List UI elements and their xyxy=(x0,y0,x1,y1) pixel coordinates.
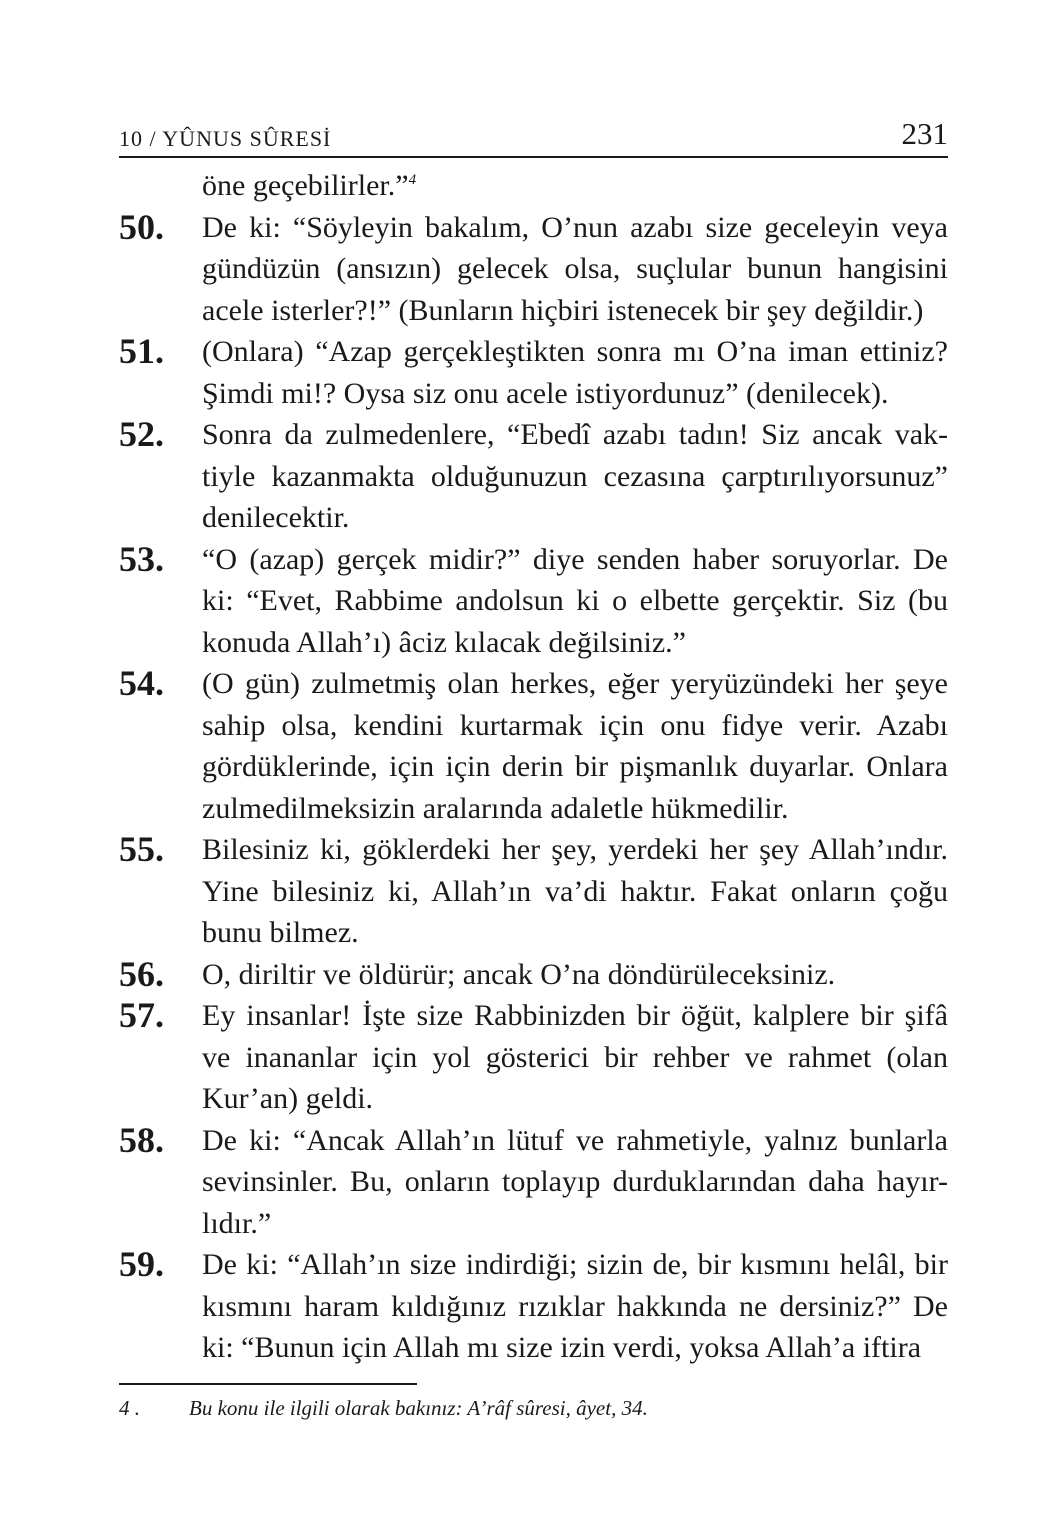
verse-number: 55. xyxy=(119,829,164,869)
verse-58 xyxy=(119,1120,948,1245)
verse-51 xyxy=(119,331,948,414)
verse-number: 51. xyxy=(119,331,164,371)
verse-53 xyxy=(119,539,948,664)
verse-52 xyxy=(119,414,948,539)
verse-50 xyxy=(119,207,948,332)
verse-text: De ki: “Allah’ın size indirdiği; sizin de, bir kısmını helâl, bir kısmını haram kıldığınız rızıklar hakkında ne dersiniz?” De ki: “Bunun için Allah mı size izin verdi, yoksa Allah’a iftira xyxy=(202,1248,948,1364)
verse-number: 52. xyxy=(119,414,164,454)
running-title: 10 / YÛNUS SÛRESİ xyxy=(119,126,332,151)
verse-55 xyxy=(119,829,948,954)
footnote-number: 4 . xyxy=(119,1396,140,1420)
verse-number: 50. xyxy=(119,206,164,247)
verse-number: 58. xyxy=(119,1119,164,1160)
page-number: 231 xyxy=(901,116,948,151)
verse-number: 54. xyxy=(119,663,164,703)
verse-text: (Onlara) “Azap gerçekleştikten sonra mı O’na iman ettiniz? Şimdi mi!? Oysa siz onu acele istiyordunuz” (denilecek). xyxy=(202,335,948,410)
verse-text: Sonra da zulmedenlere, “Ebedî azabı tadın! Siz ancak vak-tiyle kazanmakta olduğunuzun cezasına çarptırılıyorsunuz” denilecektir. xyxy=(202,418,948,534)
verse-text: (O gün) zulmetmiş olan herkes, eğer yeryüzündeki her şeye sahip olsa, kendini kurtarmak için onu fidye verir. Azabı gördüklerinde, için için derin bir pişmanlık duyarlar. Onlara zulmedilmeksizin aralarında adaletle hükmedilir. xyxy=(202,667,948,825)
footnote-divider xyxy=(119,1383,417,1385)
verse-text: “O (azap) gerçek midir?” diye senden haber soruyorlar. De ki: “Evet, Rabbime andolsun ki o elbette gerçektir. Siz (bu konuda Allah’ı) âciz kılacak değilsiniz.” xyxy=(202,542,948,659)
verse-number: 53. xyxy=(119,538,164,579)
verse-number: 56. xyxy=(119,953,164,994)
footnote-text: Bu konu ile ilgili olarak bakınız: A’râf sûresi, âyet, 34. xyxy=(189,1396,648,1420)
verse-text: De ki: “Söyleyin bakalım, O’nun azabı size geceleyin veya gündüzün (ansızın) gelecek olsa, suçlular bunun hangisini acele isterler?!” (Bunların hiçbiri istenecek bir şey değildir.) xyxy=(202,210,948,327)
verse-59 xyxy=(119,1244,948,1369)
verse-number: 59. xyxy=(119,1244,164,1284)
verse-57 xyxy=(119,995,948,1120)
verse-text: Bilesiniz ki, göklerdeki her şey, yerdeki her şey Allah’ındır. Yine bilesiniz ki, Allah’ın va’di haktır. Fakat onların çoğu bunu bilmez. xyxy=(202,833,948,949)
verse-text: O, diriltir ve öldürür; ancak O’na döndürüleceksiniz. xyxy=(202,957,836,991)
page-header xyxy=(119,110,948,158)
footnote-ref: 4 xyxy=(408,172,417,188)
verse-text: Ey insanlar! İşte size Rabbinizden bir öğüt, kalplere bir şifâ ve inananlar için yol gösterici bir rehber ve rahmet (olan Kur’an) geldi. xyxy=(202,999,948,1115)
verse-text: De ki: “Ancak Allah’ın lütuf ve rahmetiyle, yalnız bunlarla sevinsinler. Bu, onların toplayıp durduklarından daha hayır-lıdır.” xyxy=(202,1123,948,1240)
verse-56 xyxy=(119,954,948,996)
verse-number: 57. xyxy=(119,995,164,1035)
verse-list xyxy=(119,165,948,1369)
continuation-line xyxy=(119,165,948,207)
verse-54 xyxy=(119,663,948,829)
continuation-text: öne geçebilirler.” xyxy=(202,169,409,202)
